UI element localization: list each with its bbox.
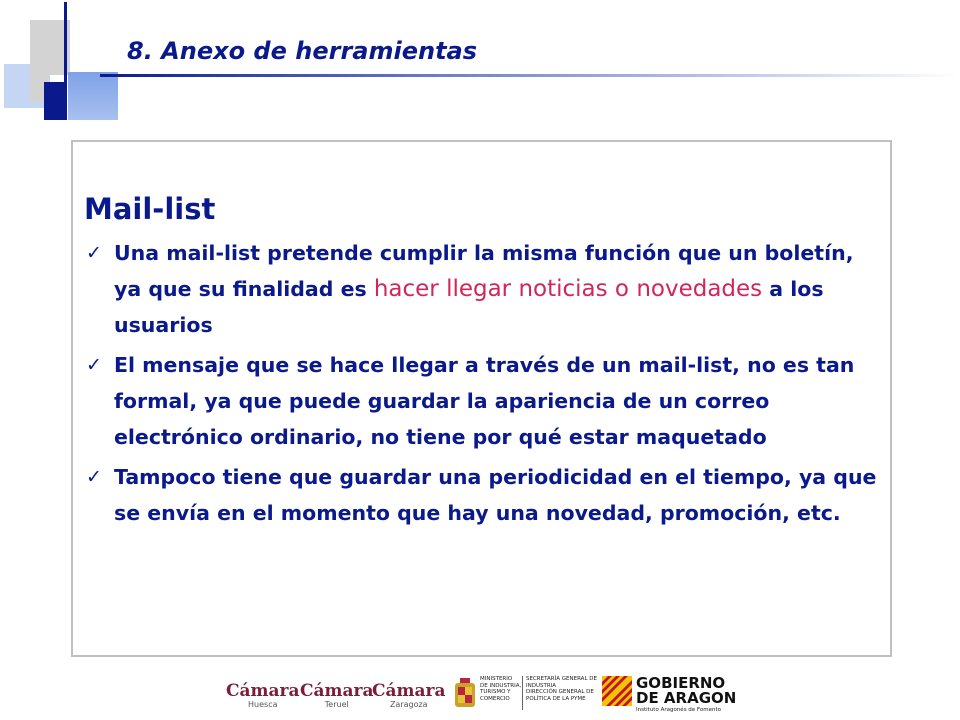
ministry-name: MINISTERIO DE INDUSTRIA, TURISMO Y COMERCIO xyxy=(480,676,522,702)
footer-logos xyxy=(0,670,960,720)
gobierno-line-1: GOBIERNO xyxy=(636,674,726,692)
checkmark-icon: ✓ xyxy=(86,354,102,376)
decor-block-blue-gradient xyxy=(68,72,118,120)
camara-logo-city: Huesca xyxy=(248,700,278,709)
camara-teruel-logo xyxy=(300,682,374,710)
bullet-item xyxy=(84,459,884,531)
bullet-text: El mensaje que se hace llegar a través de un mail-list, no es tan formal, ya que puede guardar la apariencia de un correo electrónico ordinario, no tiene por qué estar maquetado xyxy=(114,353,855,449)
camara-logo-city: Teruel xyxy=(324,700,349,709)
gobierno-title xyxy=(636,676,736,706)
gobierno-line-2: DE ARAGON xyxy=(636,689,737,707)
bullet-text: Tampoco tiene que guardar una periodicidad en el tiempo, ya que se envía en el momento que hay una novedad, promoción, etc. xyxy=(114,465,877,525)
content-heading: Mail-list xyxy=(84,192,216,226)
camara-huesca-logo xyxy=(226,682,300,710)
bullet-list xyxy=(84,235,884,535)
bullet-item xyxy=(84,235,884,343)
camara-zaragoza-logo xyxy=(372,682,446,710)
camara-logo-name: Cámara xyxy=(372,681,446,701)
gobierno-aragon-logo xyxy=(602,674,742,716)
checkmark-icon: ✓ xyxy=(86,466,102,488)
bullet-text-tail: a los usuarios xyxy=(114,277,824,337)
aragon-flag-icon xyxy=(602,676,632,706)
camara-logo-city: Zaragoza xyxy=(389,700,428,709)
section-title: 8. Anexo de herramientas xyxy=(127,37,478,65)
ministry-divider xyxy=(522,676,523,710)
checkmark-icon: ✓ xyxy=(86,242,102,264)
bullet-text: Una mail-list pretende cumplir la misma función que un boletín, ya que su finalidad es xyxy=(114,241,854,301)
ministry-department: SECRETARÍA GENERAL DE INDUSTRIA DIRECCIÓN GENERAL DE POLÍTICA DE LA PYME xyxy=(526,676,597,702)
decor-block-navy xyxy=(44,82,66,120)
ministry-logo xyxy=(452,676,597,712)
title-underline xyxy=(100,74,960,77)
camara-logo-name: Cámara xyxy=(226,681,300,701)
gobierno-subtitle: Instituto Aragonés de Fomento xyxy=(636,707,722,713)
bullet-item xyxy=(84,347,884,455)
bullet-highlight-text: hacer llegar noticias o novedades xyxy=(373,276,763,302)
camara-logo-name: Cámara xyxy=(300,681,374,701)
coat-of-arms-icon xyxy=(452,677,478,711)
decor-vertical-line xyxy=(64,2,67,120)
